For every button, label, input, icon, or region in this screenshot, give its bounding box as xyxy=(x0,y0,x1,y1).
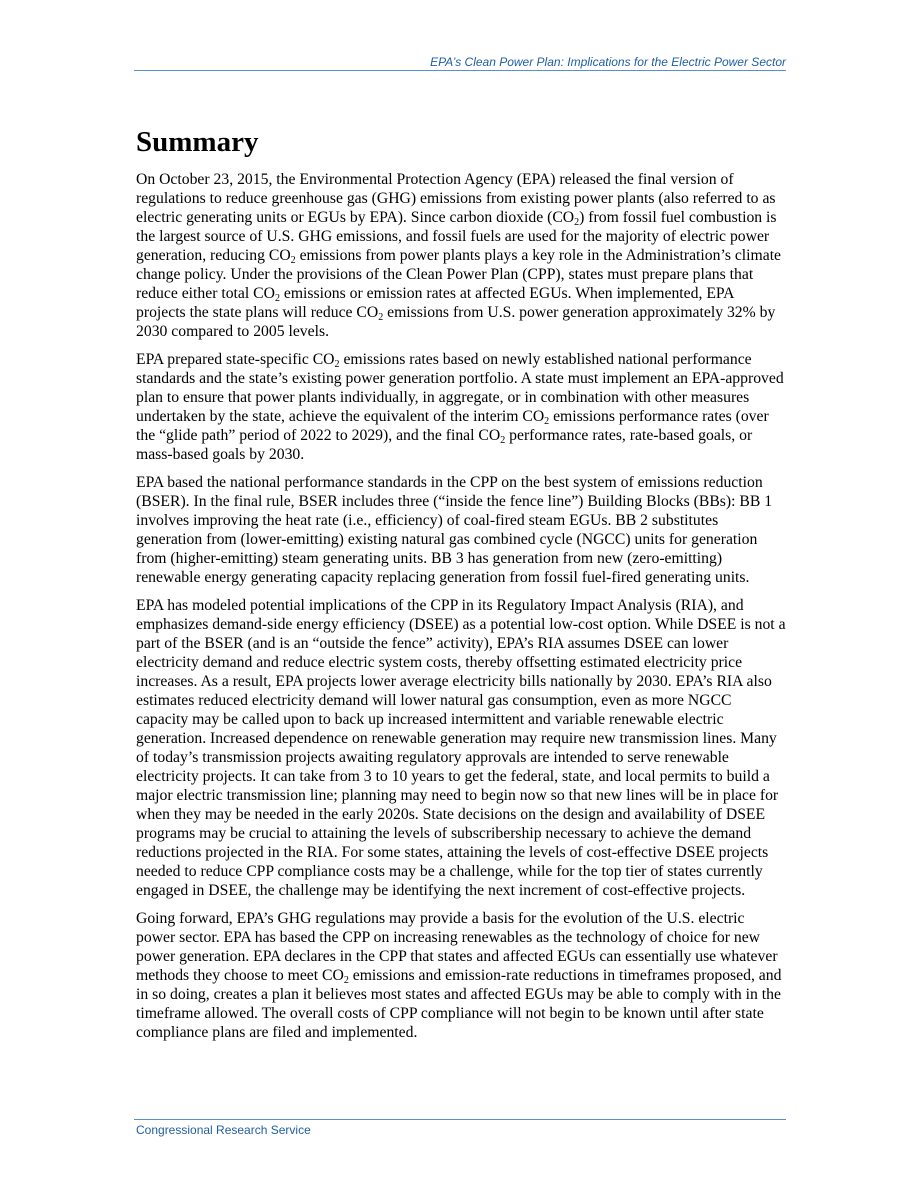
paragraph-2: EPA prepared state-specific $CO_2$ emissions rates based on newly established national performance standards and the state’s existing power generation portfolio. A state must implement an EPA-approved plan to ensure that power plants individually, in aggregate, or in combination with other measures undertaken by the state, achieve the equivalent of the interim $CO_2$ emissions performance rates (over the “glide path” period of 2022 to 2029), and the final $CO_2$ performance rates, rate-based goals, or mass-based goals by 2030. xyxy=(136,351,784,463)
footer-publisher: Congressional Research Service xyxy=(136,1123,311,1137)
paragraph-1: On October 23, 2015, the Environmental Protection Agency (EPA) released the final version of regulations to reduce greenhouse gas (GHG) emissions from existing power plants (also referred to as electric generating units or EGUs by EPA). Since carbon dioxide $(CO_2)$ from fossil fuel combustion is the largest source of U.S. GHG emissions, and fossil fuels are used for the majority of electric power generation, reducing $CO_2$ emissions from power plants plays a key role in the Administration’s climate change policy. Under the provisions of the Clean Power Plan (CPP), states must prepare plans that reduce either total $CO_2$ emissions or emission rates at affected EGUs. When implemented, EPA projects the state plans will reduce $CO_2$ emissions from U.S. power generation approximately 32% by 2030 compared to 2005 levels. xyxy=(136,171,782,340)
paragraph-4: EPA has modeled potential implications of the CPP in its Regulatory Impact Analysis (RIA), and emphasizes demand-side energy efficiency (DSEE) as a potential low-cost option. While DSEE is not a part of the BSER (and is an “outside the fence” activity), EPA’s RIA assumes DSEE can lower electricity demand and reduce electric system costs, thereby offsetting estimated electricity price increases. As a result, EPA projects lower average electricity bills nationally by 2030. EPA’s RIA also estimates reduced electricity demand will lower natural gas consumption, even as more NGCC capacity may be called upon to back up increased intermittent and variable renewable electric generation. Increased dependence on renewable generation may require new transmission lines. Many of today’s transmission projects awaiting regulatory approvals are intended to serve renewable electricity projects. It can take from 3 to 10 years to get the federal, state, and local permits to build a major electric transmission line; planning may need to begin now so that new lines will be in place for when they may be needed in the early 2020s. State decisions on the design and availability of DSEE programs may be crucial to attaining the levels of subscribership necessary to achieve the demand reductions projected in the RIA. For some states, attaining the levels of cost-effective DSEE projects needed to reduce CPP compliance costs may be a challenge, while for the top tier of states currently engaged in DSEE, the challenge may be identifying the next increment of cost-effective projects. xyxy=(136,597,786,899)
document-body xyxy=(136,124,786,1051)
paragraph-3: EPA based the national performance standards in the CPP on the best system of emissions reduction (BSER). In the final rule, BSER includes three (“inside the fence line”) Building Blocks (BBs): BB 1 involves improving the heat rate (i.e., efficiency) of coal-fired steam EGUs. BB 2 substitutes generation from (lower-emitting) existing natural gas combined cycle (NGCC) units for generation from (higher-emitting) steam generating units. BB 3 has generation from new (zero-emitting) renewable energy generating capacity replacing generation from fossil fuel-fired generating units. xyxy=(136,474,773,586)
running-header: EPA’s Clean Power Plan: Implications for the Electric Power Sector xyxy=(430,55,786,69)
section-title: Summary xyxy=(136,126,259,158)
footer-divider xyxy=(134,1119,786,1120)
paragraph-5: Going forward, EPA’s GHG regulations may provide a basis for the evolution of the U.S. electric power sector. EPA has based the CPP on increasing renewables as the technology of choice for new power generation. EPA declares in the CPP that states and affected EGUs can essentially use whatever methods they choose to meet $CO_2$ emissions and emission-rate reductions in timeframes proposed, and in so doing, creates a plan it believes most states and affected EGUs may be able to comply with in the timeframe allowed. The overall costs of CPP compliance will not begin to be known until after state compliance plans are filed and implemented. xyxy=(136,910,782,1041)
header-divider xyxy=(134,70,786,71)
